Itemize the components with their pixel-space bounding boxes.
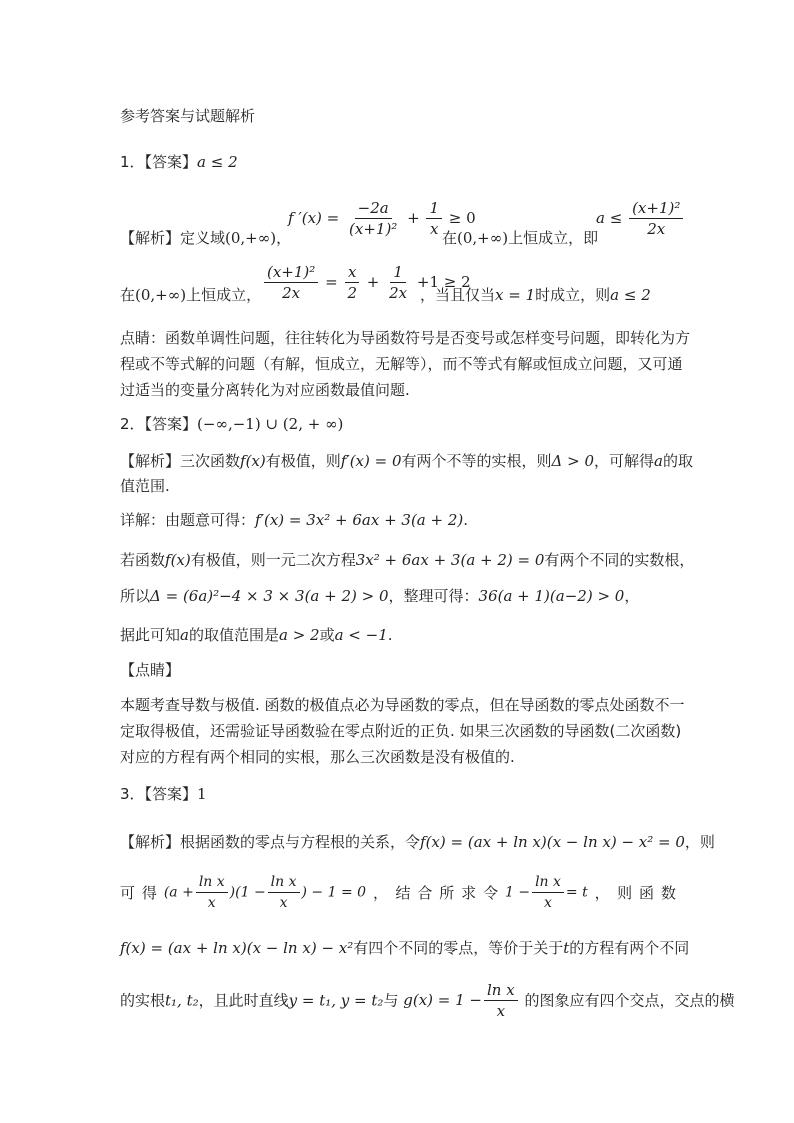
q3-t-definition: 1 − $\frac{\text{ln x}}{x}$ = t: [504, 874, 588, 911]
q2-para-line3: 对应的方程有两个相同的实根，那么三次函数是没有极值的.: [120, 748, 515, 766]
q3-g-function: g(x) = 1 − $\frac{\text{ln x}}{x}$: [403, 991, 524, 1009]
q2-line5: 所以Δ = (6a)²−4 × 3 × 3(a + 2) > 0，整理可得：36(a + 1)(a−2) > 0，: [120, 587, 640, 605]
q2-line6: 据此可知a的取值范围是a > 2或a < −1.: [120, 626, 393, 644]
q1-jiexi-label: 【解析】定义域(0,+∞)，: [120, 229, 292, 247]
q1-conclusion: ，当且仅当x = 1时成立，则a ≤ 2: [420, 286, 651, 304]
q3-line1: 【解析】根据函数的零点与方程根的关系，令f(x) = (ax + ln x)(x − ln x) − x² = 0，则: [120, 833, 715, 851]
q1-note-line1: 点睛：函数单调性问题，往往转化为导函数符号是否变号或怎样变号问题，即转化为方: [120, 329, 691, 347]
q3-line4: 的实根t₁, t₂，且此时直线y = t₁, y = t₂与 g(x) = 1 − $\frac{\text{ln x}}{x}$ 的图象应有四个交点，交点的横: [120, 981, 735, 1020]
q2-answer-line: 2．【答案】(−∞,−1) ∪ (2, + ∞): [120, 415, 344, 433]
q3-line3: f(x) = (ax + ln x)(x − ln x) − x²有四个不同的零点，等价于关于t的方程有两个不同: [120, 939, 690, 957]
q1-step2: 在(0,+∞)上恒成立，: [120, 286, 262, 304]
q3-answer-line: 3．【答案】1: [120, 785, 207, 803]
fraction: $\frac{-2a}{\text{(x+1)²}}$: [349, 199, 398, 238]
q1-note-line3: 过适当的变量分离转化为对应函数最值问题.: [120, 381, 410, 399]
fraction: $\frac{\text{(x+1)²}}{2x}$: [264, 262, 318, 303]
q3-line2: 可 得 (a + $\frac{\text{ln x}}{x}$ )(1 − $\frac{\text{ln x}}{x}$ ) − 1 = 0 ， 结 合 所 求 令 1 − $\frac{\text{ln x}}{x}$ = t ， 则 函 数: [120, 874, 676, 911]
fraction: $\frac{\text{ln x}}{x}$: [268, 872, 300, 913]
q1-note-line2: 程或不等式解的问题（有解，恒成立，无解等），而不等式有解或恒成立问题，又可通: [120, 355, 683, 373]
fraction: $\frac{\text{ln x}}{x}$: [532, 872, 564, 913]
fraction: $\frac{1}{x}$: [426, 198, 442, 239]
q1-expression: $\frac{\text{(x+1)²}}{2x}$ = $\frac{x}{2}$ + $\frac{1}{2x}$ +1 ≥ 2: [262, 262, 471, 303]
q1-a-bound: a ≤ $\frac{\text{(x+1)²}}{2x}$: [596, 198, 685, 239]
q1-answer-line: [120, 152, 238, 172]
q2-line4: 若函数f(x)有极值，则一元二次方程3x² + 6ax + 3(a + 2) = 0有两个不同的实数根，: [120, 551, 695, 569]
q2-line2: 值范围.: [120, 477, 170, 495]
fraction: $\frac{\text{(x+1)²}}{2x}$: [629, 198, 683, 239]
q3-equation: (a + $\frac{\text{ln x}}{x}$ )(1 − $\frac{\text{ln x}}{x}$ ) − 1 = 0: [163, 874, 367, 911]
q1-head: 1．【答案】: [120, 153, 198, 171]
page-title: 参考答案与试题解析: [120, 107, 256, 125]
q2-line3: 详解：由题意可得：f′(x) = 3x² + 6ax + 3(a + 2).: [120, 511, 469, 529]
q1-answer: a ≤ 2: [197, 153, 238, 171]
q3-answer: 1: [197, 785, 207, 803]
formula-lhs: f ′(x) =: [288, 209, 340, 227]
q2-dianjing: 【点睛】: [120, 661, 181, 679]
q2-line1: 【解析】三次函数f(x)有极值，则f′(x) = 0有两个不等的实根，则Δ > 0，可解得a的取: [120, 452, 694, 470]
fraction: $\frac{1}{2x}$: [389, 263, 408, 302]
q2-para-line2: 定取得极值，还需验证导函数验在零点附近的正负. 如果三次函数的导函数(二次函数): [120, 722, 682, 740]
q2-para-line1: 本题考查导数与极值. 函数的极值点必为导函数的零点，但在导函数的零点处函数不一: [120, 696, 685, 714]
fraction: $\frac{\text{ln x}}{x}$: [484, 980, 518, 1021]
q1-domain-text: 在(0,+∞)上恒成立，即: [442, 229, 599, 247]
q2-answer: (−∞,−1) ∪ (2, + ∞): [197, 415, 344, 433]
q1-derivative-formula: f ′(x) = $\frac{-2a}{\text{(x+1)²}}$ + $\frac{1}{x}$ ≥ 0: [288, 199, 476, 238]
fraction: $\frac{\text{ln x}}{x}$: [196, 872, 228, 913]
fraction: $\frac{x}{2}$: [344, 262, 360, 303]
